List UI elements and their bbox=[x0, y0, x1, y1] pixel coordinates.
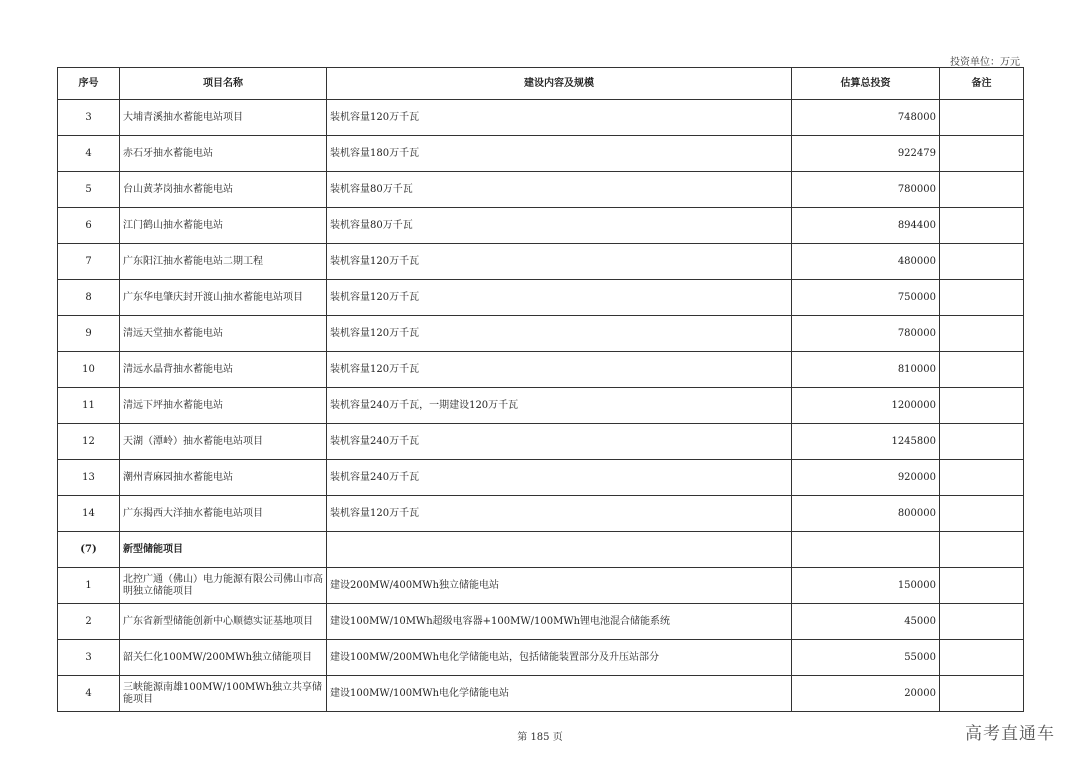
table-row bbox=[58, 424, 1024, 460]
cell-note bbox=[940, 460, 1024, 496]
cell-invest: 748000 bbox=[792, 100, 940, 136]
cell-no: 1 bbox=[58, 568, 120, 604]
project-table bbox=[57, 67, 1024, 712]
cell-note bbox=[940, 352, 1024, 388]
page-number: 第 185 页 bbox=[517, 732, 563, 743]
cell-invest: 150000 bbox=[792, 568, 940, 604]
table-body bbox=[58, 100, 1024, 712]
header-content: 建设内容及规模 bbox=[327, 68, 792, 100]
cell-note bbox=[940, 100, 1024, 136]
cell-invest: 922479 bbox=[792, 136, 940, 172]
header-note: 备注 bbox=[940, 68, 1024, 100]
table-row bbox=[58, 352, 1024, 388]
cell-no: 12 bbox=[58, 424, 120, 460]
cell-note bbox=[940, 172, 1024, 208]
cell-note bbox=[940, 532, 1024, 568]
cell-name: 清远天堂抽水蓄能电站 bbox=[120, 316, 327, 352]
table-row bbox=[58, 568, 1024, 604]
table-row bbox=[58, 280, 1024, 316]
cell-no: (7) bbox=[58, 532, 120, 568]
table-row bbox=[58, 208, 1024, 244]
section-row bbox=[58, 532, 1024, 568]
cell-invest: 810000 bbox=[792, 352, 940, 388]
cell-content: 装机容量80万千瓦 bbox=[327, 208, 792, 244]
cell-content: 装机容量180万千瓦 bbox=[327, 136, 792, 172]
cell-content: 建设100MW/200MWh电化学储能电站，包括储能装置部分及升压站部分 bbox=[327, 640, 792, 676]
cell-note bbox=[940, 208, 1024, 244]
cell-note bbox=[940, 316, 1024, 352]
cell-content: 装机容量80万千瓦 bbox=[327, 172, 792, 208]
header-no: 序号 bbox=[58, 68, 120, 100]
cell-name: 台山黄茅岗抽水蓄能电站 bbox=[120, 172, 327, 208]
cell-name: 大埔青溪抽水蓄能电站项目 bbox=[120, 100, 327, 136]
table-header-row bbox=[58, 68, 1024, 100]
cell-no: 11 bbox=[58, 388, 120, 424]
cell-name: 广东阳江抽水蓄能电站二期工程 bbox=[120, 244, 327, 280]
cell-invest: 480000 bbox=[792, 244, 940, 280]
table-row bbox=[58, 100, 1024, 136]
cell-note bbox=[940, 244, 1024, 280]
cell-content: 装机容量240万千瓦 bbox=[327, 460, 792, 496]
cell-note bbox=[940, 496, 1024, 532]
cell-note bbox=[940, 424, 1024, 460]
cell-no: 5 bbox=[58, 172, 120, 208]
cell-invest: 800000 bbox=[792, 496, 940, 532]
cell-note bbox=[940, 280, 1024, 316]
cell-invest: 894400 bbox=[792, 208, 940, 244]
cell-content: 建设100MW/10MWh超级电容器+100MW/100MWh锂电池混合储能系统 bbox=[327, 604, 792, 640]
table-row bbox=[58, 136, 1024, 172]
table-row bbox=[58, 676, 1024, 712]
table-row bbox=[58, 388, 1024, 424]
cell-content bbox=[327, 532, 792, 568]
cell-invest: 780000 bbox=[792, 316, 940, 352]
header-invest: 估算总投资 bbox=[792, 68, 940, 100]
cell-no: 14 bbox=[58, 496, 120, 532]
cell-content: 建设100MW/100MWh电化学储能电站 bbox=[327, 676, 792, 712]
cell-note bbox=[940, 568, 1024, 604]
cell-no: 2 bbox=[58, 604, 120, 640]
cell-name: 三峡能源南雄100MW/100MWh独立共享储能项目 bbox=[120, 676, 327, 712]
cell-invest: 1200000 bbox=[792, 388, 940, 424]
cell-name: 韶关仁化100MW/200MWh独立储能项目 bbox=[120, 640, 327, 676]
cell-content: 装机容量120万千瓦 bbox=[327, 100, 792, 136]
cell-content: 装机容量120万千瓦 bbox=[327, 280, 792, 316]
cell-content: 装机容量120万千瓦 bbox=[327, 316, 792, 352]
cell-no: 8 bbox=[58, 280, 120, 316]
cell-no: 3 bbox=[58, 640, 120, 676]
cell-no: 9 bbox=[58, 316, 120, 352]
cell-content: 建设200MW/400MWh独立储能电站 bbox=[327, 568, 792, 604]
cell-no: 13 bbox=[58, 460, 120, 496]
cell-content: 装机容量240万千瓦 bbox=[327, 424, 792, 460]
cell-no: 6 bbox=[58, 208, 120, 244]
cell-no: 10 bbox=[58, 352, 120, 388]
watermark-text: 高考直通车 bbox=[965, 724, 1055, 744]
cell-no: 4 bbox=[58, 136, 120, 172]
cell-invest: 55000 bbox=[792, 640, 940, 676]
cell-invest: 20000 bbox=[792, 676, 940, 712]
cell-note bbox=[940, 604, 1024, 640]
cell-note bbox=[940, 640, 1024, 676]
table-row bbox=[58, 316, 1024, 352]
table-row bbox=[58, 604, 1024, 640]
cell-note bbox=[940, 676, 1024, 712]
cell-content: 装机容量240万千瓦，一期建设120万千瓦 bbox=[327, 388, 792, 424]
cell-name: 广东省新型储能创新中心顺德实证基地项目 bbox=[120, 604, 327, 640]
cell-no: 4 bbox=[58, 676, 120, 712]
table-row bbox=[58, 496, 1024, 532]
cell-invest: 780000 bbox=[792, 172, 940, 208]
cell-note bbox=[940, 388, 1024, 424]
cell-invest: 1245800 bbox=[792, 424, 940, 460]
cell-note bbox=[940, 136, 1024, 172]
cell-name: 江门鹤山抽水蓄能电站 bbox=[120, 208, 327, 244]
cell-name: 潮州青麻园抽水蓄能电站 bbox=[120, 460, 327, 496]
table-row bbox=[58, 640, 1024, 676]
table-row bbox=[58, 460, 1024, 496]
cell-content: 装机容量120万千瓦 bbox=[327, 352, 792, 388]
cell-invest: 750000 bbox=[792, 280, 940, 316]
cell-content: 装机容量120万千瓦 bbox=[327, 244, 792, 280]
cell-name: 新型储能项目 bbox=[120, 532, 327, 568]
cell-invest: 920000 bbox=[792, 460, 940, 496]
cell-name: 北控广通（佛山）电力能源有限公司佛山市高明独立储能项目 bbox=[120, 568, 327, 604]
investment-unit-note: 投资单位：万元 bbox=[950, 57, 1020, 68]
cell-no: 3 bbox=[58, 100, 120, 136]
cell-name: 天湖（潭岭）抽水蓄能电站项目 bbox=[120, 424, 327, 460]
header-name: 项目名称 bbox=[120, 68, 327, 100]
cell-name: 广东华电肇庆封开渡山抽水蓄能电站项目 bbox=[120, 280, 327, 316]
cell-content: 装机容量120万千瓦 bbox=[327, 496, 792, 532]
cell-name: 广东揭西大洋抽水蓄能电站项目 bbox=[120, 496, 327, 532]
table-row bbox=[58, 172, 1024, 208]
cell-name: 清远下坪抽水蓄能电站 bbox=[120, 388, 327, 424]
cell-invest bbox=[792, 532, 940, 568]
cell-name: 赤石牙抽水蓄能电站 bbox=[120, 136, 327, 172]
table-row bbox=[58, 244, 1024, 280]
cell-name: 清远水晶背抽水蓄能电站 bbox=[120, 352, 327, 388]
cell-invest: 45000 bbox=[792, 604, 940, 640]
cell-no: 7 bbox=[58, 244, 120, 280]
